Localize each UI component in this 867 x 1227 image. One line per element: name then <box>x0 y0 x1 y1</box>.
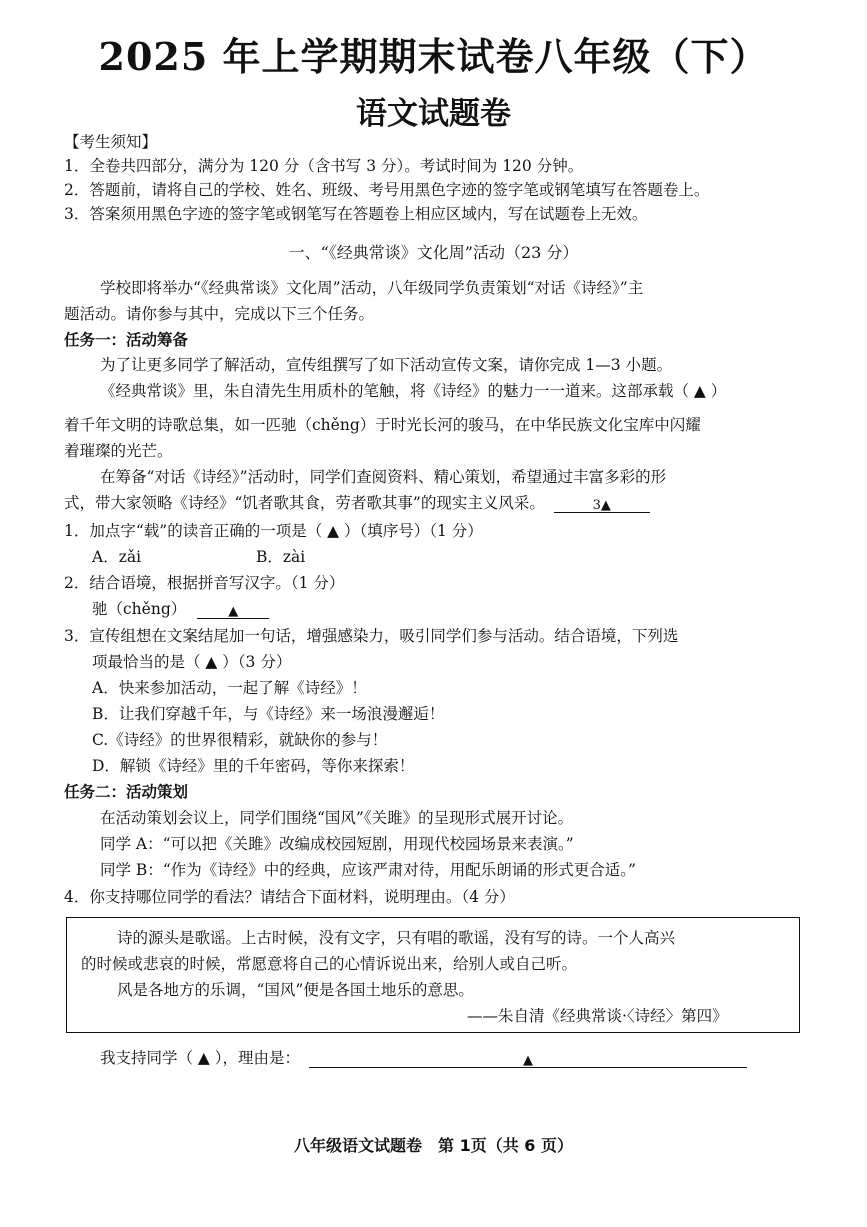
passage-line-5 <box>64 493 650 513</box>
material-source: ——朱自清《经典常谈·〈诗经〉第四》 <box>467 1007 728 1025</box>
answer-blank-3[interactable]: 3▲ <box>554 494 650 513</box>
notice-item-3: 3．答案须用黑色字迹的签字笔或钢笔写在答题卷上相应区域内，写在试题卷上无效。 <box>64 205 648 223</box>
answer-blank-4[interactable]: ▲ <box>309 1049 747 1068</box>
passage-line-3: 着璀璨的光芒。 <box>64 442 173 460</box>
question-3-option-a: A．快来参加活动，一起了解《诗经》！ <box>92 679 367 697</box>
question-4-answer-row <box>100 1048 747 1068</box>
question-1-option-b: B．zài <box>256 548 306 566</box>
question-3-option-c: C.《诗经》的世界很精彩，就缺你的参与！ <box>92 731 388 749</box>
task-2-line-2: 同学 A：“可以把《关雎》改编成校园短剧，用现代校园场景来表演。” <box>100 835 574 853</box>
question-2-prompt-row <box>92 599 269 619</box>
page-footer: 八年级语文试题卷 第 1页（共 6 页） <box>294 1136 573 1155</box>
question-3-option-b: B．让我们穿越千年，与《诗经》来一场浪漫邂逅！ <box>92 705 445 723</box>
exam-subtitle: 语文试题卷 <box>356 96 511 132</box>
material-box <box>66 917 800 1033</box>
passage-line-5-text: 式，带大家领略《诗经》“饥者歌其食，劳者歌其事”的现实主义风采。 <box>64 494 545 512</box>
question-3-option-d: D．解锁《诗经》里的千年密码，等你来探索！ <box>92 757 415 775</box>
intro-line-1: 学校即将举办“《经典常谈》文化周”活动，八年级同学负责策划“对话《诗经》”主 <box>100 279 644 297</box>
question-2: 2．结合语境，根据拼音写汉字。（1 分） <box>64 574 345 592</box>
task-2-line-3: 同学 B：“作为《诗经》中的经典，应该严肃对待，用配乐朗诵的形式更合适。” <box>100 861 636 879</box>
passage-line-1: 《经典常谈》里，朱自清先生用质朴的笔触，将《诗经》的魅力一一道来。这部承载（ ▲ ） <box>100 382 727 400</box>
question-4: 4．你支持哪位同学的看法？请结合下面材料，说明理由。（4 分） <box>64 888 515 906</box>
notice-item-1: 1．全卷共四部分，满分为 120 分（含书写 3 分）。考试时间为 120 分钟。 <box>64 157 584 175</box>
section-1-title: 一、“《经典常谈》文化周”活动（23 分） <box>288 243 579 262</box>
answer-blank-2[interactable]: ▲ <box>197 600 269 619</box>
material-line-1: 诗的源头是歌谣。上古时候，没有文字，只有唱的歌谣，没有写的诗。一个人高兴 <box>117 929 676 947</box>
question-1: 1．加点字“载”的读音正确的一项是（ ▲ ）（填序号）（1 分） <box>64 522 483 540</box>
question-3-line-1: 3．宣传组想在文案结尾加一句话，增强感染力，吸引同学们参与活动。结合语境，下列选 <box>64 627 679 645</box>
task-2-line-1: 在活动策划会议上，同学们围绕“国风”《关雎》的呈现形式展开讨论。 <box>100 809 574 827</box>
task-1-title: 任务一：活动筹备 <box>64 330 189 349</box>
question-1-option-a: A．zǎi <box>92 548 142 566</box>
question-3-line-2: 项最恰当的是（ ▲ ）（3 分） <box>92 653 292 671</box>
question-2-prompt: 驰（chěng） <box>92 600 187 618</box>
notice-heading: 【考生须知】 <box>64 133 158 151</box>
passage-line-4: 在筹备“对话《诗经》”活动时，同学们查阅资料、精心策划，希望通过丰富多彩的形 <box>100 468 667 486</box>
notice-item-2: 2．答题前，请将自己的学校、姓名、班级、考号用黑色字迹的签字笔或钢笔填写在答题卷上。 <box>64 181 710 199</box>
passage-line-2: 着千年文明的诗歌总集，如一匹驰（chěng）于时光长河的骏马，在中华民族文化宝库中闪耀 <box>64 416 701 434</box>
task-1-lead: 为了让更多同学了解活动，宣传组撰写了如下活动宣传文案，请你完成 1—3 小题。 <box>100 356 673 374</box>
task-2-title: 任务二：活动策划 <box>64 782 189 801</box>
answer-prefix: 我支持同学（ ▲ ），理由是： <box>100 1049 301 1067</box>
material-line-3: 风是各地方的乐调，“国风”便是各国土地乐的意思。 <box>117 981 474 999</box>
material-line-2: 的时候或悲哀的时候，常愿意将自己的心情诉说出来，给别人或自己听。 <box>81 955 578 973</box>
exam-title: 2025 年上学期期末试卷八年级（下） <box>98 34 769 79</box>
intro-line-2: 题活动。请你参与其中，完成以下三个任务。 <box>64 305 375 323</box>
